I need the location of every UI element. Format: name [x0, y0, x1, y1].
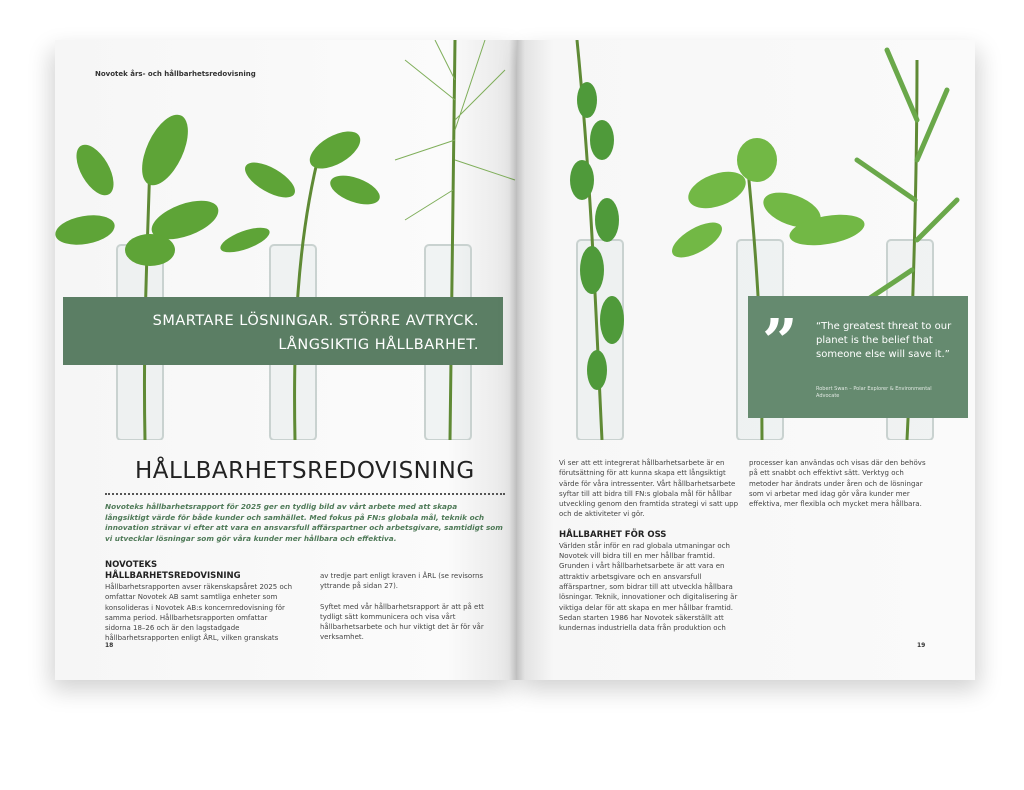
quote-mark-icon: ” [762, 305, 798, 378]
body-text: Vi ser att ett integrerat hållbarhetsarbete är en förutsättning för att kunna skapa ett långsiktigt värde för våra intressenter. Vårt hållbarhetsarbete syftar till att bidra till FN:s globala mål för hållbar utveckling genom den framtida strategi vi satt upp och de aktiviteter vi gör. [559, 459, 739, 519]
left-page [55, 40, 517, 680]
banner-line-2: LÅNGSIKTIG HÅLLBARHET. [278, 337, 479, 353]
column-2 [320, 571, 500, 653]
column-1 [105, 560, 295, 654]
quote-text: “The greatest threat to our planet is the belief that someone else will save it.” [816, 321, 952, 360]
quote-box [748, 296, 968, 418]
running-head: Novotek års- och hållbarhetsredovisning [95, 70, 256, 78]
page-number: 19 [917, 642, 926, 649]
body-text: Världen står inför en rad globala utmaningar och Novotek vill bidra till en mer hållbar framtid. Grunden i vårt hållbarhetsarbete är att vara en attraktiv arbetsgivare och en ansvarsfull affärspartner, som bidrar till att utveckla hållbara lösningar. Teknik, innovationer och digitalisering är viktiga delar för att skapa en mer hållbar framtid. Sedan starten 1986 har Novotek säkerställt att kundernas industriella data från produktion och [559, 541, 738, 633]
section-heading: NOVOTEKS HÅLLBARHETSREDOVISNING [105, 560, 241, 581]
body-text: Hållbarhetsrapporten avser räkenskapsåret 2025 och omfattar Novotek AB samt samtliga enheter som konsolideras i Novotek AB:s koncernredovisning för samma period. Hållbarhetsrapporten omfattar sidorna 18–26 och är den lagstadgade hållbarhetsrapporten enligt ÅRL, vilken granskats [105, 583, 293, 643]
body-text: processer kan användas och visas där den behövs på ett snabbt och effektivt sätt. Verktyg och metoder har ändrats under åren och de lösningar som vi arbetar med idag gör våra kunder mer effektiva, mer flexibla och mycket mera hållbara. [749, 459, 926, 509]
quote-author: Robert Swan – Polar Explorer & Environmental Advocate [816, 386, 932, 399]
banner-line-1: SMARTARE LÖSNINGAR. STÖRRE AVTRYCK. [152, 313, 479, 329]
body-text: Syftet med vår hållbarhetsrapport är att på ett tydligt sätt kommunicera och visa vårt hållbarhetsarbete och hur viktigt det är för vår verksamhet. [320, 602, 484, 642]
right-page [517, 40, 975, 680]
headline-banner [63, 297, 503, 365]
dotted-divider [105, 493, 505, 495]
plant-photo [55, 40, 517, 440]
column-1 [559, 458, 739, 643]
column-2 [749, 458, 929, 519]
spine-shadow [509, 40, 525, 680]
section-heading: HÅLLBARHET FÖR OSS [559, 529, 667, 540]
page-title: HÅLLBARHETSREDOVISNING [135, 458, 475, 484]
body-text: av tredje part enligt kraven i ÅRL (se revisorns yttrande på sidan 27). [320, 572, 484, 591]
intro-paragraph: Novoteks hållbarhetsrapport för 2025 ger en tydlig bild av vårt arbete med att skapa långsiktigt värde för både kunder och samhället. Med fokus på FN:s globala mål, teknik och innovation strävar vi efter att vara en ansvarsfull affärspartner och arbetsgivare, samtidigt som vi utvecklar lösningar som gör våra kunder mer hållbara och effektiva. [105, 502, 503, 543]
page-number: 18 [105, 642, 114, 649]
